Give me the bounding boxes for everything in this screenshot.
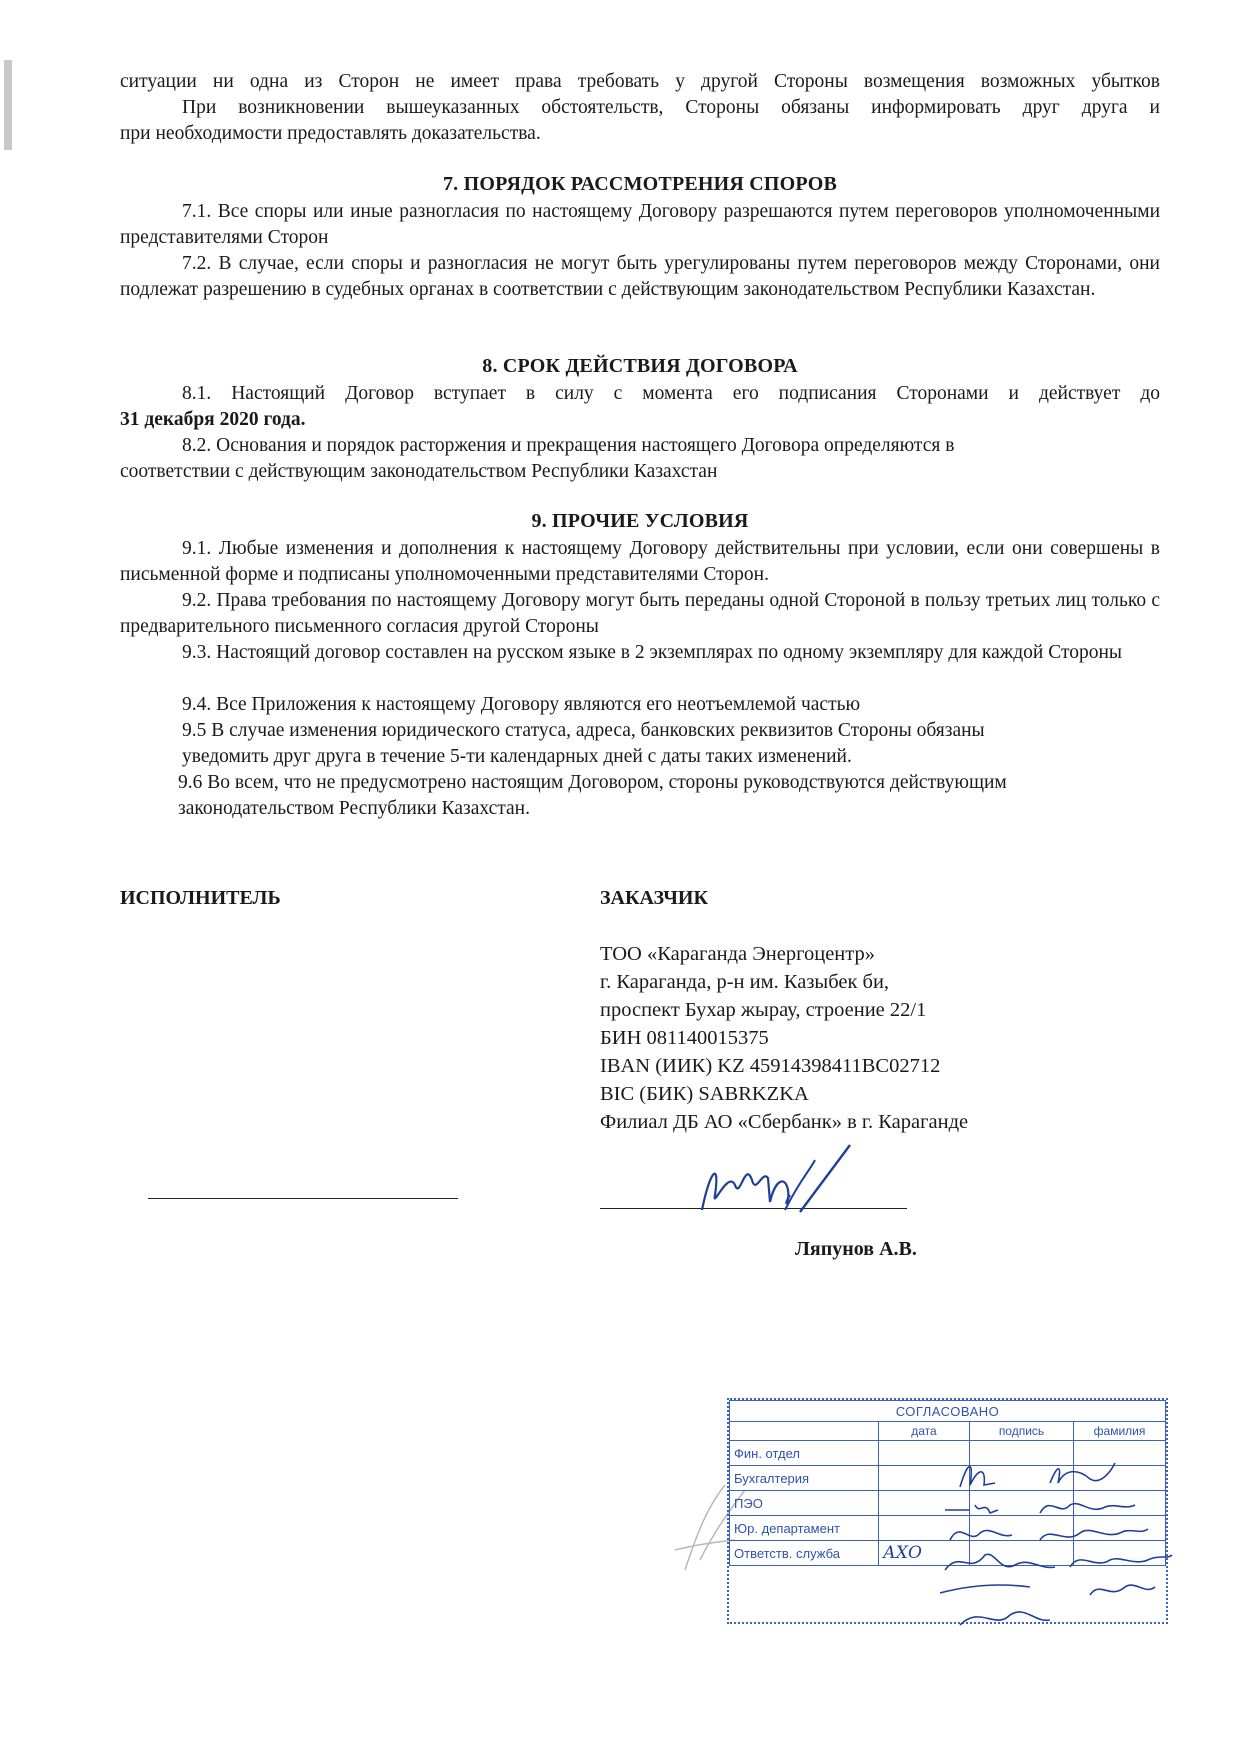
paragraph-8-2a: 8.2. Основания и порядок расторжения и прекращения настоящего Договора определяются в: [182, 435, 955, 456]
paragraph-9-2: 9.2. Права требования по настоящему Договору могут быть переданы одной Стороной в пользу третьих лиц только с предварительного письменного согласия другой Стороны: [120, 590, 1160, 637]
paragraph-9-5a: 9.5 В случае изменения юридического статуса, адреса, банковских реквизитов Стороны обязаны: [182, 720, 985, 741]
stamp-date: [879, 1441, 970, 1466]
stamp-surname: [1074, 1466, 1166, 1491]
paragraph-8-1: 8.1. Настоящий Договор вступает в силу с момента его подписания Сторонами и действует до: [182, 383, 1160, 404]
stamp-date: АХО: [879, 1541, 970, 1566]
customer-bank: Филиал ДБ АО «Сбербанк» в г. Караганде: [600, 1111, 969, 1133]
stamp-row: [730, 1466, 1166, 1491]
section-8-heading: 8. СРОК ДЕЙСТВИЯ ДОГОВОРА: [482, 355, 798, 377]
stamp-col-dept: [730, 1422, 879, 1441]
stamp-row: [730, 1516, 1166, 1541]
customer-bin: БИН 081140015375: [600, 1027, 769, 1049]
stamp-sign: [970, 1516, 1074, 1541]
stamp-title: СОГЛАСОВАНО: [730, 1401, 1166, 1422]
paragraph-top-1: ситуации ни одна из Сторон не имеет права требовать у другой Стороны возмещения возможных убытков: [120, 71, 1160, 92]
executor-label: ИСПОЛНИТЕЛЬ: [120, 887, 281, 909]
stamp-date: [879, 1491, 970, 1516]
paragraph-9-5b: уведомить друг друга в течение 5-ти календарных дней с даты таких изменений.: [182, 746, 852, 767]
paragraph-9-4: 9.4. Все Приложения к настоящему Договору являются его неотъемлемой частью: [182, 694, 861, 715]
approval-table: [729, 1400, 1166, 1566]
stamp-dept: Фин. отдел: [730, 1441, 879, 1466]
stamp-row: [730, 1441, 1166, 1466]
stamp-dept: Ответств. служба: [730, 1541, 879, 1566]
stamp-sign: [970, 1491, 1074, 1516]
paragraph-9-6b: законодательством Республики Казахстан.: [178, 798, 530, 819]
customer-signature-line: [600, 1208, 907, 1209]
paragraph-7-2: 7.2. В случае, если споры и разногласия не могут быть урегулированы путем переговоров между Сторонами, они подлежат разрешению в судебных органах в соответствии с действующим законодательством Республики Казахстан.: [120, 253, 1160, 300]
paragraph-top-2: При возникновении вышеуказанных обстоятельств, Стороны обязаны информировать друг друга и: [182, 97, 1160, 118]
stamp-sign: [970, 1541, 1074, 1566]
paragraph-8-1-date: 31 декабря 2020 года.: [120, 409, 306, 430]
stamp-row: [730, 1541, 1166, 1566]
customer-company: ТОО «Караганда Энергоцентр»: [600, 943, 875, 965]
stamp-dept: Бухгалтерия: [730, 1466, 879, 1491]
stamp-date: [879, 1516, 970, 1541]
stamp-sign: [970, 1441, 1074, 1466]
approval-stamp: [727, 1398, 1168, 1624]
paragraph-9-6a: 9.6 Во всем, что не предусмотрено настоящим Договором, стороны руководствуются действующим: [178, 772, 1007, 793]
stamp-surname: [1074, 1541, 1166, 1566]
stamp-surname: [1074, 1516, 1166, 1541]
customer-details: [600, 940, 968, 1136]
scan-edge-mark: [4, 60, 12, 150]
customer-bic: BIC (БИК) SABRKZKA: [600, 1083, 809, 1105]
customer-signatory-name: Ляпунов А.В.: [795, 1238, 917, 1260]
stamp-sign: [970, 1466, 1074, 1491]
paragraph-7-1: 7.1. Все споры или иные разногласия по настоящему Договору разрешаются путем переговоров уполномоченными представителями Сторон: [120, 201, 1160, 248]
customer-city: г. Караганда, р-н им. Казыбек би,: [600, 971, 890, 993]
section-9-heading: 9. ПРОЧИЕ УСЛОВИЯ: [531, 510, 749, 532]
paragraph-8-2b: соответствии с действующим законодательством Республики Казахстан: [120, 461, 718, 482]
stamp-col-date: дата: [879, 1422, 970, 1441]
stamp-surname: [1074, 1441, 1166, 1466]
customer-label: ЗАКАЗЧИК: [600, 887, 708, 909]
stamp-col-surname: фамилия: [1074, 1422, 1166, 1441]
paragraph-top-3: при необходимости предоставлять доказательства.: [120, 123, 541, 144]
stamp-dept: Юр. департамент: [730, 1516, 879, 1541]
stamp-dept: ПЭО: [730, 1491, 879, 1516]
stamp-col-sign: подпись: [970, 1422, 1074, 1441]
section-7-heading: 7. ПОРЯДОК РАССМОТРЕНИЯ СПОРОВ: [442, 173, 838, 195]
paragraph-9-3: 9.3. Настоящий договор составлен на русском языке в 2 экземплярах по одному экземпляру для каждой Стороны: [182, 642, 1122, 663]
stamp-surname: [1074, 1491, 1166, 1516]
customer-iban: IBAN (ИИК) KZ 45914398411BC02712: [600, 1055, 941, 1077]
stamp-row: [730, 1491, 1166, 1516]
customer-address: проспект Бухар жырау, строение 22/1: [600, 999, 927, 1021]
stamp-date: [879, 1466, 970, 1491]
executor-signature-line: [148, 1198, 458, 1199]
paragraph-9-1: 9.1. Любые изменения и дополнения к настоящему Договору действительны при условии, если они совершены в письменной форме и подписаны уполномоченными представителями Сторон.: [120, 538, 1160, 585]
